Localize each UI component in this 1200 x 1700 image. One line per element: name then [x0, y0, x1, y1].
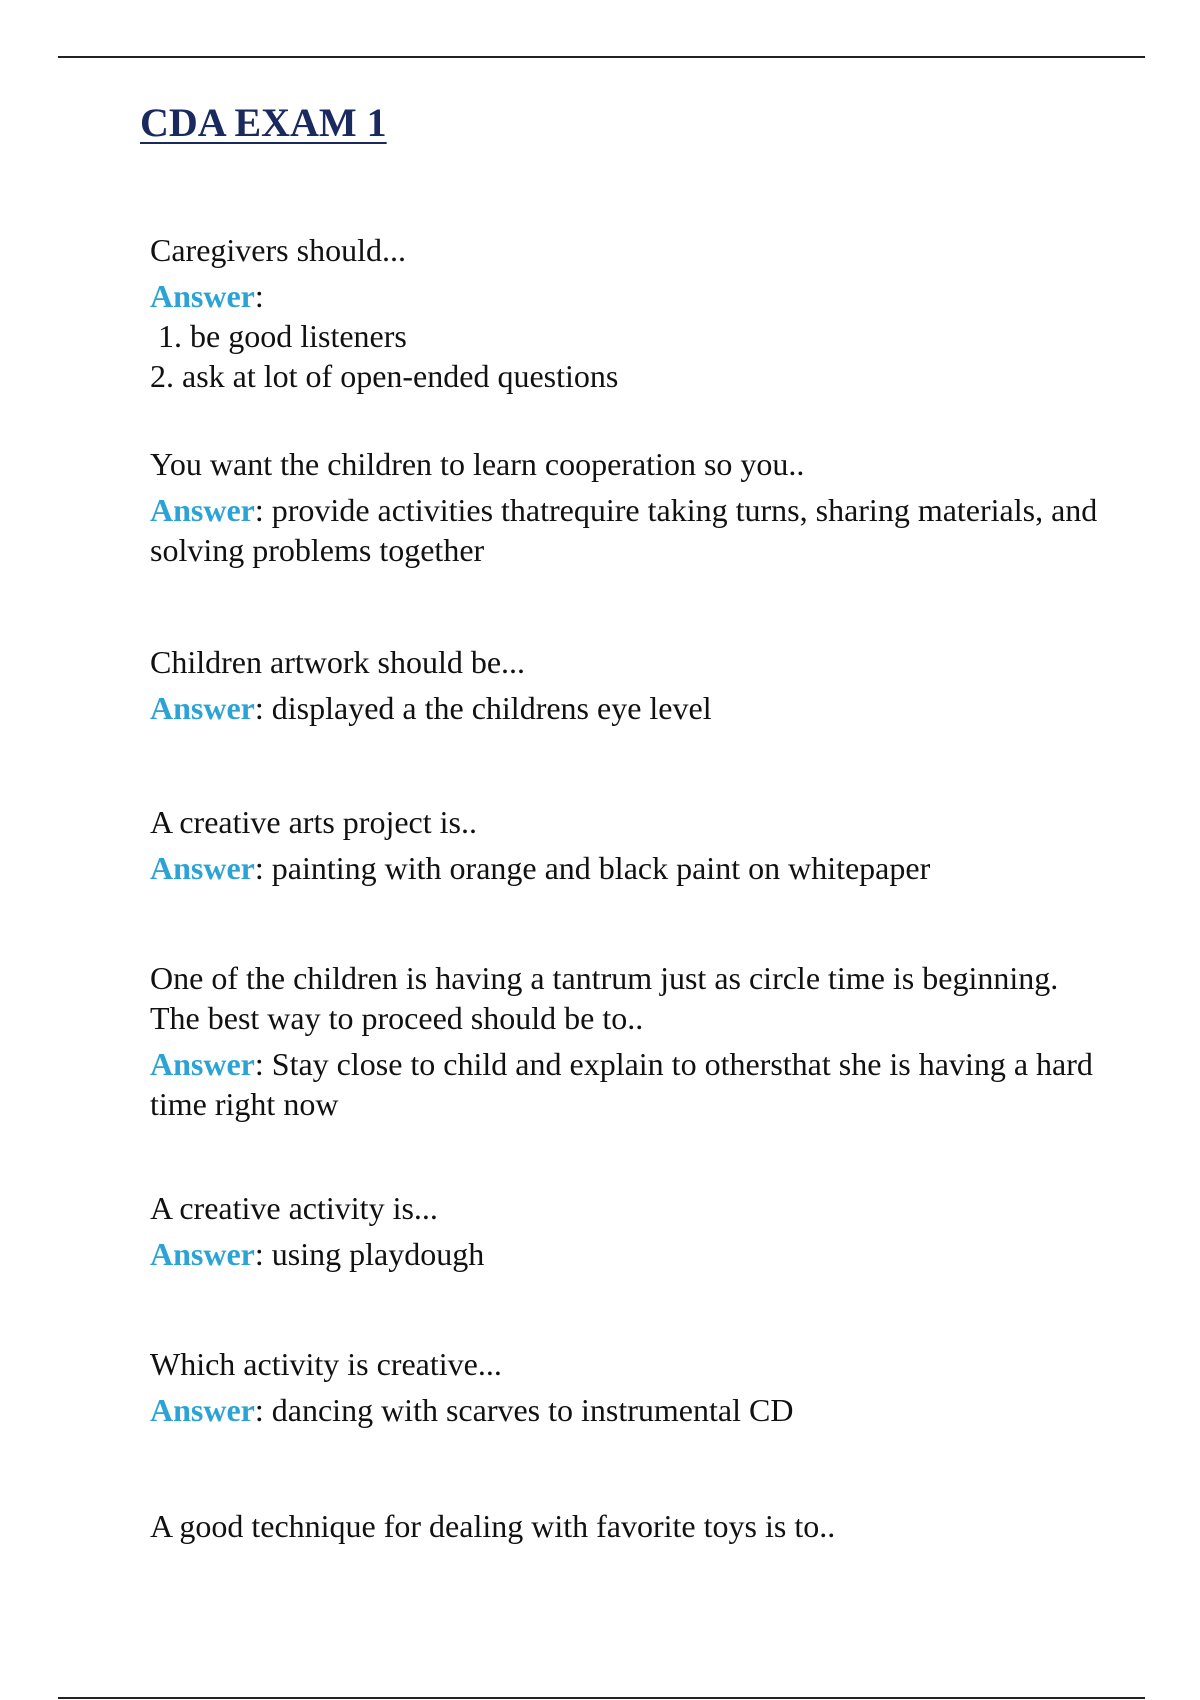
answer-5: Answer: Stay close to child and explain to othersthat she is having a hard time right now — [150, 1046, 1093, 1122]
question-4: A creative arts project is.. — [150, 804, 477, 840]
qa-item-8 — [150, 1506, 1110, 1546]
answer-1-line-1: 1. be good listeners — [158, 318, 407, 354]
document-title: CDA EXAM 1 — [140, 100, 387, 145]
question-7: Which activity is creative... — [150, 1346, 502, 1382]
question-8: A good technique for dealing with favorite toys is to.. — [150, 1508, 836, 1544]
answer-label: Answer — [150, 278, 255, 314]
answer-label: Answer — [150, 492, 255, 528]
answer-1-line-2: 2. ask at lot of open-ended questions — [150, 358, 619, 394]
answer-label: Answer — [150, 850, 255, 886]
answer-7-text: dancing with scarves to instrumental CD — [271, 1392, 794, 1428]
bottom-rule — [58, 1697, 1145, 1699]
answer-label: Answer — [150, 1046, 255, 1082]
answer-3-text: displayed a the childrens eye level — [271, 690, 712, 726]
answer-6-text: using playdough — [271, 1236, 485, 1272]
qa-item-5 — [150, 958, 1110, 1124]
answer-2-text: provide activities thatrequire taking turns, sharing materials, and solving problems together — [150, 492, 1098, 568]
answer-label: Answer — [150, 1392, 255, 1428]
top-rule — [58, 56, 1145, 58]
answer-2: Answer: provide activities thatrequire taking turns, sharing materials, and solving problems together — [150, 492, 1098, 568]
answer-4: Answer: painting with orange and black paint on whitepaper — [150, 850, 931, 886]
qa-item-4 — [150, 802, 1110, 888]
answer-label: Answer — [150, 1236, 255, 1272]
answer-6: Answer: using playdough — [150, 1236, 485, 1272]
question-2: You want the children to learn cooperation so you.. — [150, 446, 805, 482]
answer-1: Answer: 1. be good listeners 2. ask at lot of open-ended questions — [150, 276, 1110, 396]
question-1: Caregivers should... — [150, 232, 406, 268]
answer-label: Answer — [150, 690, 255, 726]
question-6: A creative activity is... — [150, 1190, 438, 1226]
question-3: Children artwork should be... — [150, 644, 526, 680]
answer-3: Answer: displayed a the childrens eye level — [150, 690, 712, 726]
qa-item-3 — [150, 642, 1110, 728]
answer-4-text: painting with orange and black paint on whitepaper — [271, 850, 931, 886]
answer-5-text: Stay close to child and explain to othersthat she is having a hard time right now — [150, 1046, 1093, 1122]
qa-item-2 — [150, 444, 1110, 570]
question-5: One of the children is having a tantrum just as circle time is beginning. The best way to proceed should be to.. — [150, 960, 1059, 1036]
answer-7: Answer: dancing with scarves to instrumental CD — [150, 1392, 794, 1428]
qa-item-7 — [150, 1344, 1110, 1430]
qa-item-6 — [150, 1188, 1110, 1274]
qa-list — [150, 230, 1110, 1552]
qa-item-1 — [150, 230, 1110, 396]
